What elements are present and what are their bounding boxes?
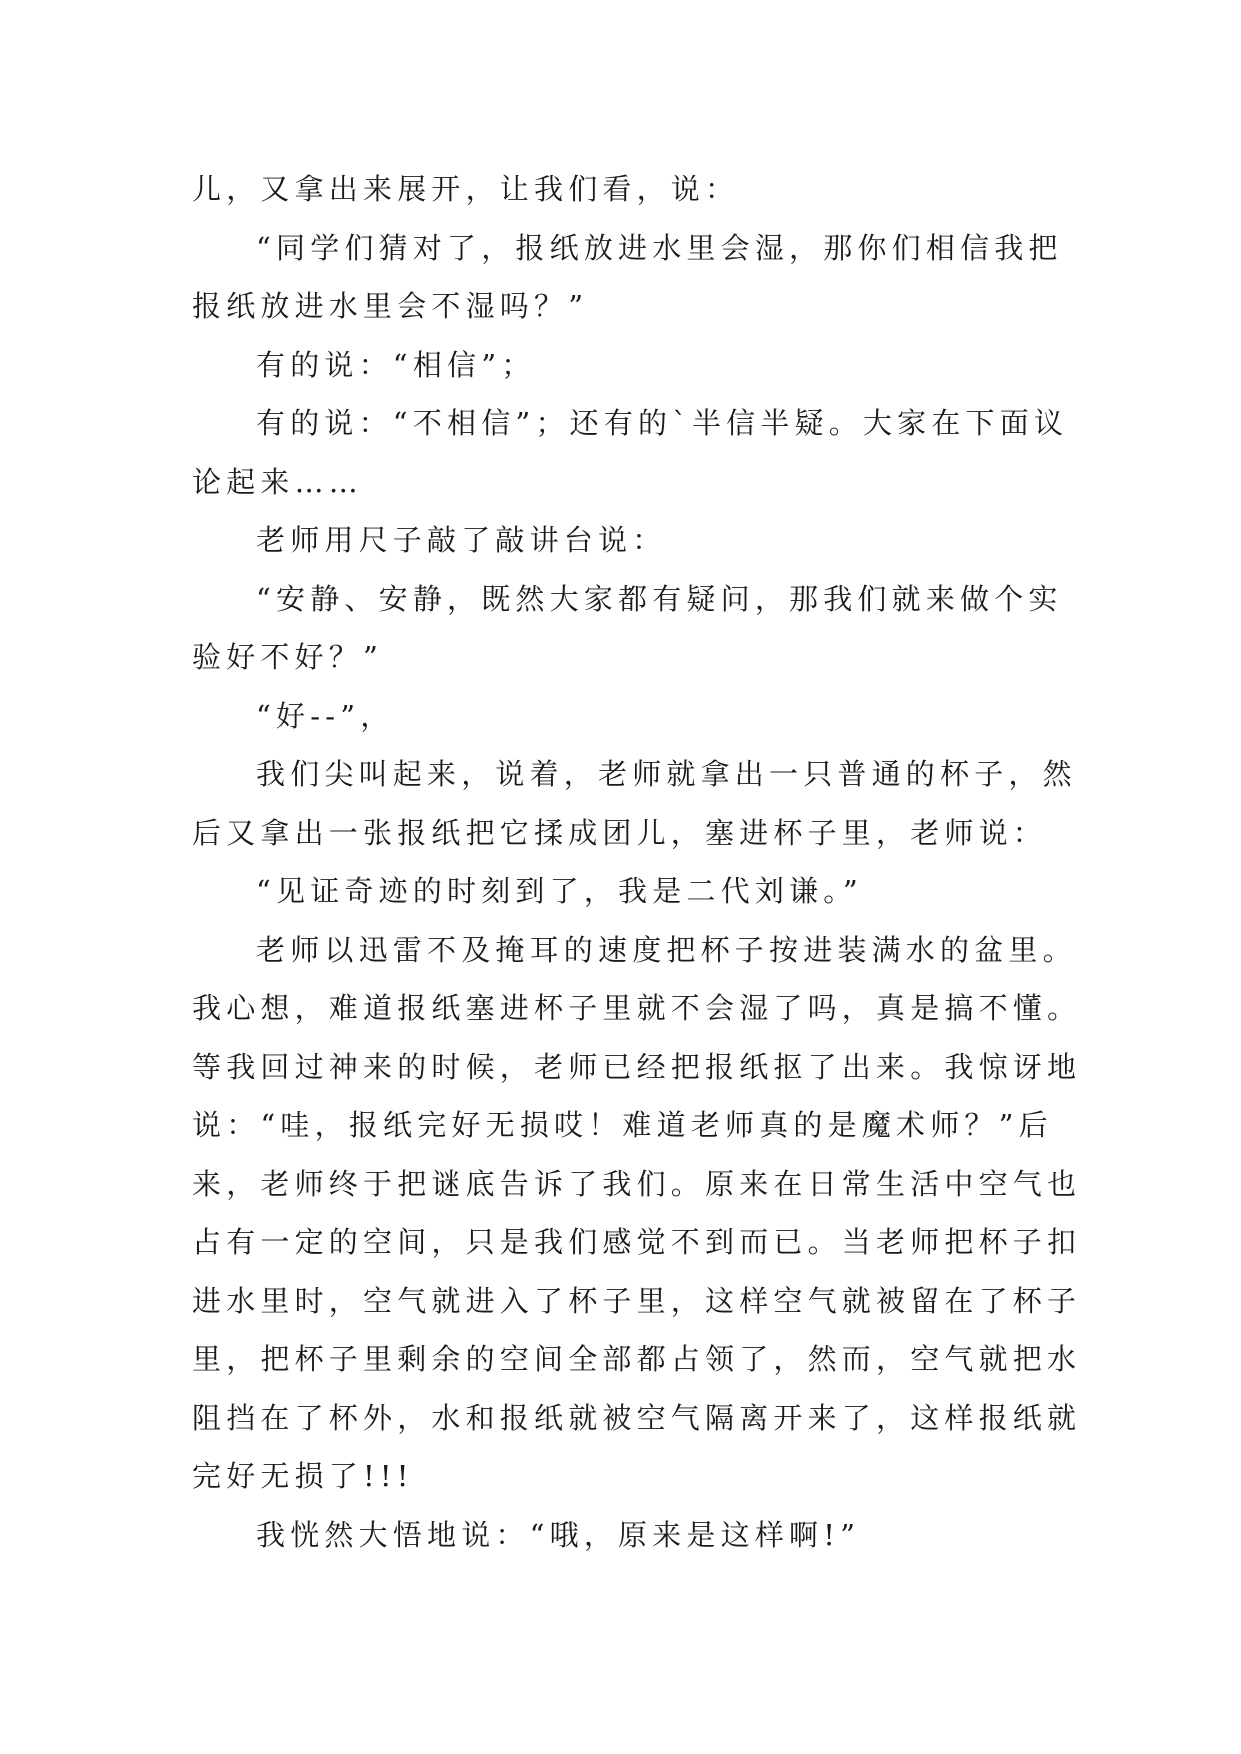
text-line: “见证奇迹的时刻到了，我是二代刘谦。” bbox=[256, 874, 863, 908]
text-line: 论起来…… bbox=[192, 464, 364, 499]
text-line: 进水里时，空气就进入了杯子里，这样空气就被留在了杯子 bbox=[192, 1283, 1082, 1318]
text-line: 有的说：“不相信”；还有的`半信半疑。大家在下面议 bbox=[256, 406, 1069, 440]
text-line: 我们尖叫起来，说着，老师就拿出一只普通的杯子，然 bbox=[256, 757, 1077, 791]
text-line: 等我回过神来的时候，老师已经把报纸抠了出来。我惊讶地 bbox=[192, 1049, 1082, 1084]
text-line: 我恍然大悟地说：“哦，原来是这样啊!” bbox=[256, 1517, 861, 1552]
text-line: “好--”， bbox=[256, 698, 395, 733]
text-line: 来，老师终于把谜底告诉了我们。原来在日常生活中空气也 bbox=[192, 1166, 1082, 1201]
text-line: “同学们猜对了，报纸放进水里会湿，那你们相信我把 bbox=[256, 230, 1063, 265]
text-line: 我心想，难道报纸塞进杯子里就不会湿了吗，真是搞不懂。 bbox=[192, 991, 1082, 1025]
text-line: 报纸放进水里会不湿吗？” bbox=[192, 289, 589, 323]
text-line: 阻挡在了杯外，水和报纸就被空气隔离开来了，这样报纸就 bbox=[192, 1400, 1082, 1435]
text-line: 儿，又拿出来展开，让我们看，说： bbox=[192, 172, 740, 206]
body-text bbox=[192, 160, 1082, 1564]
text-line: 验好不好？” bbox=[192, 640, 384, 674]
text-line: “安静、安静，既然大家都有疑问，那我们就来做个实 bbox=[256, 581, 1063, 616]
text-line: 说：“哇，报纸完好无损哎！难道老师真的是魔术师？”后 bbox=[192, 1108, 1053, 1142]
text-line: 完好无损了!!! bbox=[192, 1459, 414, 1493]
text-line: 老师用尺子敲了敲讲台说： bbox=[256, 523, 667, 557]
text-line: 后又拿出一张报纸把它揉成团儿，塞进杯子里，老师说： bbox=[192, 815, 1048, 850]
text-line: 里，把杯子里剩余的空间全部都占领了，然而，空气就把水 bbox=[192, 1342, 1082, 1376]
text-line: 有的说：“相信”； bbox=[256, 347, 536, 382]
text-line: 占有一定的空间，只是我们感觉不到而已。当老师把杯子扣 bbox=[192, 1225, 1082, 1259]
text-line: 老师以迅雷不及掩耳的速度把杯子按进装满水的盆里。 bbox=[256, 932, 1077, 967]
